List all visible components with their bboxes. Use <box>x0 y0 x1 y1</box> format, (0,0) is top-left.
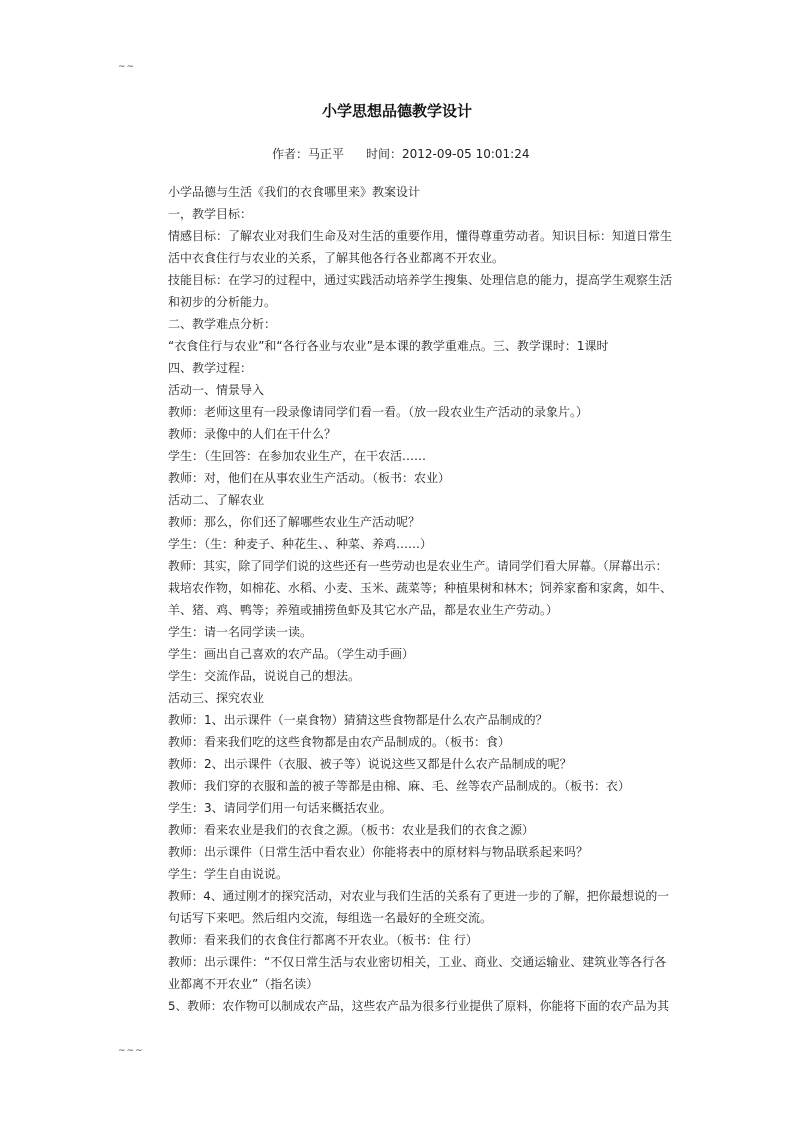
body-line: 技能目标：在学习的过程中，通过实践活动培养学生搜集、处理信息的能力，提高学生观察生活 <box>168 273 673 287</box>
body-line: 一，教学目标： <box>168 207 253 221</box>
document-body <box>168 181 676 1017</box>
body-line: 栽培农作物，如棉花、水稻、小麦、玉米、蔬菜等；种植果树和林木；饲养家畜和家禽，如牛、 <box>168 581 673 595</box>
body-line: 学生：学生自由说说。 <box>168 867 289 881</box>
body-line: 学生：3、请同学们用一句话来概括农业。 <box>168 801 392 815</box>
body-line: 教师：2、出示课件（衣服、被子等）说说这些又都是什么农产品制成的呢？ <box>168 757 572 771</box>
body-line: 四、教学过程： <box>168 361 253 375</box>
body-line: 活动三、探究农业 <box>168 691 265 705</box>
body-line: 学生：交流作品，说说自己的想法。 <box>168 669 361 683</box>
body-line: 教师：1、出示课件（一桌食物）猜猜这些食物都是什么农产品制成的？ <box>168 713 548 727</box>
body-line: 活动一、情景导入 <box>168 383 265 397</box>
body-line: 学生：画出自己喜欢的农产品。（学生动手画） <box>168 647 415 661</box>
body-line: 情感目标：了解农业对我们生命及对生活的重要作用，懂得尊重劳动者。知识目标：知道日常生 <box>168 229 673 243</box>
body-line: 业都离不开农业”（指名读） <box>168 977 319 991</box>
body-line: 教师：其实，除了同学们说的这些还有一些劳动也是农业生产。请同学们看大屏幕。（屏幕出示： <box>168 559 668 573</box>
footer-mark: ~~~ <box>118 1046 144 1056</box>
body-line: 二、教学难点分析： <box>168 317 277 331</box>
document-title: 小学思想品德教学设计 <box>321 102 472 120</box>
body-line: 活动二、了解农业 <box>168 493 265 507</box>
body-line: 教师：录像中的人们在干什么？ <box>168 427 337 441</box>
time-label: 时间：2012-09-05 10:01:24 <box>366 147 530 161</box>
body-line: “衣食住行与农业”和“各行各业与农业”是本课的教学重难点。三、教学课时：1课时 <box>168 339 609 353</box>
body-line: 教师：出示课件：“不仅日常生活与农业密切相关，工业、商业、交通运输业、建筑业等各行各 <box>168 955 667 969</box>
body-line: 学生：（生：种麦子、种花生、、种菜、养鸡……） <box>168 537 433 551</box>
body-line: 教师：看来农业是我们的衣食之源。（板书：农业是我们的衣食之源） <box>168 823 535 837</box>
body-line: 句话写下来吧。然后组内交流，每组选一名最好的全班交流。 <box>168 911 493 925</box>
author-label: 作者：马正平 <box>272 147 345 161</box>
body-line: 小学品德与生活《我们的衣食哪里来》教案设计 <box>168 185 421 199</box>
body-line: 教师：看来我们的衣食住行都离不开农业。（板书：住 行） <box>168 933 478 947</box>
body-line: 教师：那么，你们还了解哪些农业生产活动呢？ <box>168 515 421 529</box>
document-meta <box>272 145 529 162</box>
body-line: 教师：老师这里有一段录像请同学们看一看。（放一段农业生产活动的录象片。） <box>168 405 589 419</box>
body-line: 5、教师：农作物可以制成农产品，这些农产品为很多行业提供了原料，你能将下面的农产品为其 <box>168 999 669 1013</box>
body-line: 活中衣食住行与农业的关系，了解其他各行各业都离不开农业。 <box>168 251 505 265</box>
body-line: 学生：（生回答：在参加农业生产，在干农活…… <box>168 449 427 463</box>
body-line: 教师：出示课件（日常生活中看农业）你能将表中的原材料与物品联系起来吗？ <box>168 845 589 859</box>
header-mark: ~~ <box>118 62 136 72</box>
body-line: 教师：对，他们在从事农业生产活动。（板书：农业） <box>168 471 451 485</box>
body-line: 教师：看来我们吃的这些食物都是由农产品制成的。（板书：食） <box>168 735 511 749</box>
body-line: 学生：请一名同学读一读。 <box>168 625 313 639</box>
body-line: 和初步的分析能力。 <box>168 295 277 309</box>
body-line: 羊、猪、鸡、鸭等；养殖或捕捞鱼虾及其它水产品，都是农业生产劳动。） <box>168 603 559 617</box>
body-line: 教师：4、通过刚才的探究活动，对农业与我们生活的关系有了更进一步的了解，把你最想说的一 <box>168 889 669 903</box>
body-line: 教师：我们穿的衣服和盖的被子等都是由棉、麻、毛、丝等农产品制成的。（板书：衣） <box>168 779 631 793</box>
